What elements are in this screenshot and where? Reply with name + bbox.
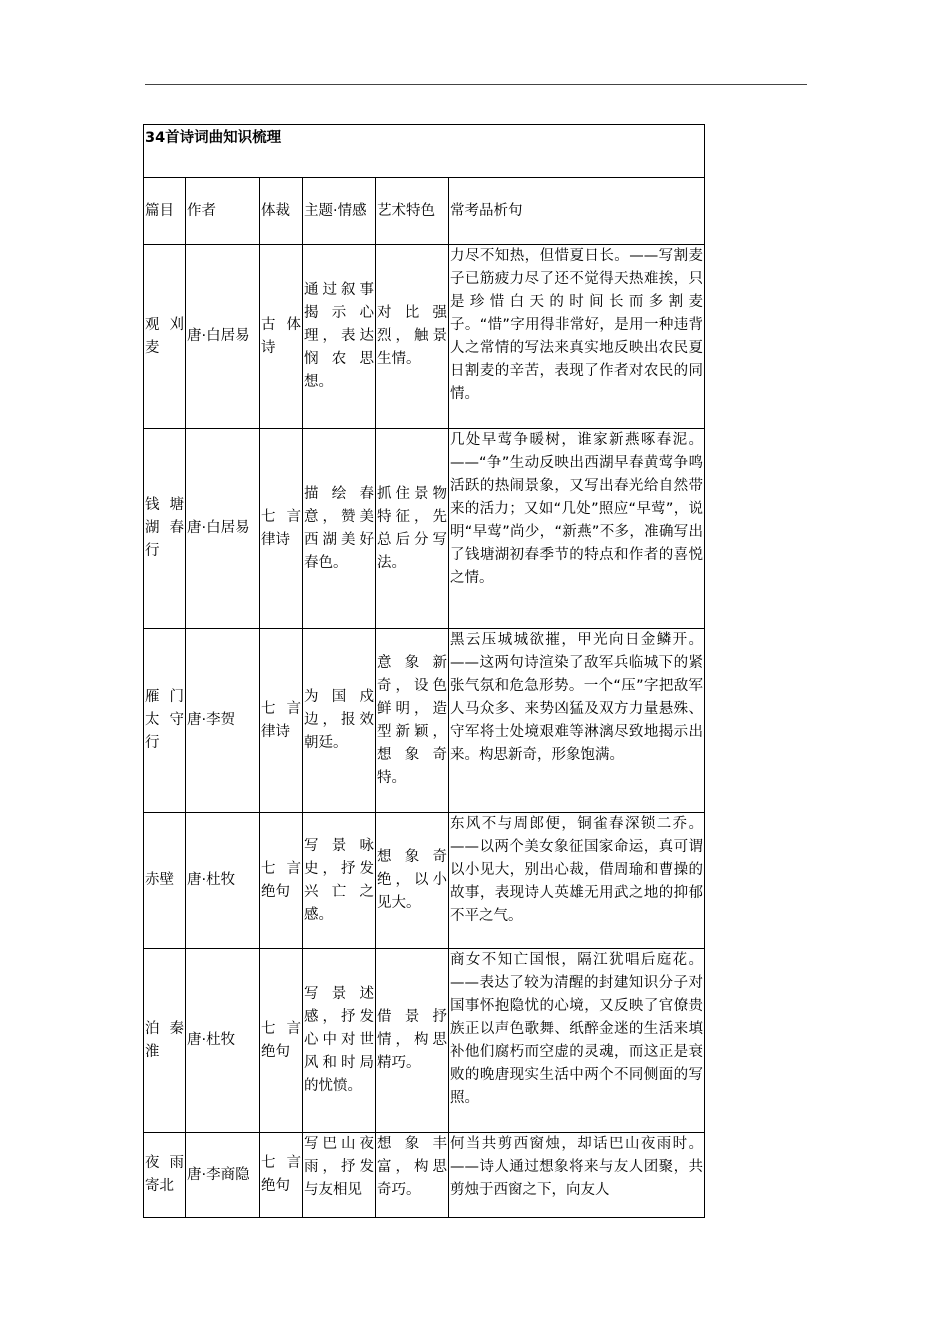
table-header-row: [144, 178, 705, 245]
cell-quote: 何当共剪西窗烛，却话巴山夜雨时。——诗人通过想象将来与友人团聚，共剪烛于西窗之下，向友人: [449, 1133, 705, 1218]
cell-art: 想象奇绝，以小见大。: [376, 813, 449, 949]
cell-title: 雁门太守行: [144, 629, 186, 813]
table-title: 34首诗词曲知识梳理: [144, 125, 705, 178]
header-art: 艺术特色: [376, 178, 449, 245]
table-row: [144, 629, 705, 813]
cell-genre: 七言律诗: [260, 429, 303, 629]
cell-title: 夜雨寄北: [144, 1133, 186, 1218]
cell-theme: 通过叙事揭示心理，表达悯农思想。: [303, 245, 376, 429]
header-title: 篇目: [144, 178, 186, 245]
cell-genre: 七言律诗: [260, 629, 303, 813]
table-row: [144, 1133, 705, 1218]
cell-genre: 七言绝句: [260, 813, 303, 949]
cell-author: 唐·杜牧: [186, 813, 260, 949]
cell-title: 赤壁: [144, 813, 186, 949]
cell-quote: 几处早莺争暖树，谁家新燕啄春泥。——“争”生动反映出西湖早春黄莺争鸣活跃的热闹景象，又写出春光给自然带来的活力；又如“几处”照应“早莺”，说明“早莺”尚少，“新燕”不多，准确写出了钱塘湖初春季节的特点和作者的喜悦之情。: [449, 429, 705, 629]
cell-theme: 写景述感，抒发心中对世风和时局的忧愤。: [303, 949, 376, 1133]
cell-quote: 力尽不知热，但惜夏日长。——写割麦子已筋疲力尽了还不觉得天热难挨，只是珍惜白天的时间长而多割麦子。“惜”字用得非常好，是用一种违背人之常情的写法来真实地反映出农民夏日割麦的辛苦，表现了作者对农民的同情。: [449, 245, 705, 429]
cell-author: 唐·白居易: [186, 245, 260, 429]
table-row: [144, 813, 705, 949]
cell-art: 意象新奇，设色鲜明，造型新颖，想象奇特。: [376, 629, 449, 813]
cell-title: 泊秦淮: [144, 949, 186, 1133]
cell-genre: 七言绝句: [260, 949, 303, 1133]
cell-art: 借景抒情，构思精巧。: [376, 949, 449, 1133]
poetry-knowledge-table: [143, 124, 705, 1218]
cell-theme: 写景咏史，抒发兴亡之感。: [303, 813, 376, 949]
cell-theme: 为国戍边，报效朝廷。: [303, 629, 376, 813]
cell-art: 抓住景物特征，先总后分写法。: [376, 429, 449, 629]
header-theme: 主题·情感: [303, 178, 376, 245]
header-author: 作者: [186, 178, 260, 245]
cell-title: 钱塘湖春行: [144, 429, 186, 629]
header-rule: [145, 84, 807, 85]
cell-author: 唐·李商隐: [186, 1133, 260, 1218]
cell-art: 想象丰富，构思奇巧。: [376, 1133, 449, 1218]
cell-quote: 商女不知亡国恨，隔江犹唱后庭花。——表达了较为清醒的封建知识分子对国事怀抱隐忧的心境，又反映了官僚贵族正以声色歌舞、纸醉金迷的生活来填补他们腐朽而空虚的灵魂，而这正是衰败的晚唐现实生活中两个不同侧面的写照。: [449, 949, 705, 1133]
cell-art: 对比强烈，触景生情。: [376, 245, 449, 429]
cell-theme: 描绘春意，赞美西湖美好春色。: [303, 429, 376, 629]
cell-genre: 七言绝句: [260, 1133, 303, 1218]
cell-author: 唐·白居易: [186, 429, 260, 629]
table-row: [144, 245, 705, 429]
cell-author: 唐·杜牧: [186, 949, 260, 1133]
table-row: [144, 429, 705, 629]
table-row: [144, 949, 705, 1133]
cell-theme: 写巴山夜雨，抒发与友相见: [303, 1133, 376, 1218]
header-quote: 常考品析句: [449, 178, 705, 245]
cell-title: 观刈麦: [144, 245, 186, 429]
cell-quote: 东风不与周郎便，铜雀春深锁二乔。——以两个美女象征国家命运，真可谓以小见大，别出心裁，借周瑜和曹操的故事，表现诗人英雄无用武之地的抑郁不平之气。: [449, 813, 705, 949]
header-genre: 体裁: [260, 178, 303, 245]
cell-genre: 古体诗: [260, 245, 303, 429]
cell-author: 唐·李贺: [186, 629, 260, 813]
cell-quote: 黑云压城城欲摧，甲光向日金鳞开。——这两句诗渲染了敌军兵临城下的紧张气氛和危急形势。一个“压”字把敌军人马众多、来势凶猛及双方力量悬殊、守军将士处境艰难等淋漓尽致地揭示出来。构思新奇，形象饱满。: [449, 629, 705, 813]
